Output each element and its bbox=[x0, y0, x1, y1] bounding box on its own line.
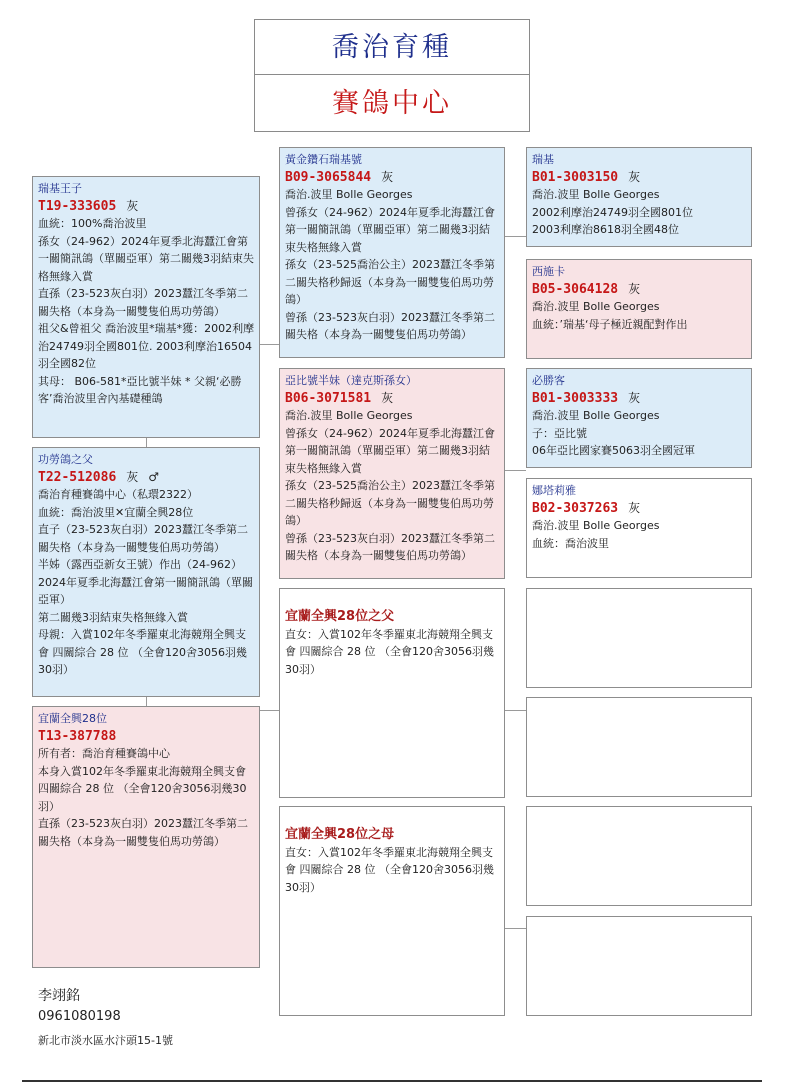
sdd-title: 娜塔莉雅 bbox=[532, 484, 576, 497]
sss-line: 2002利摩治24749羽全國801位 bbox=[532, 205, 693, 219]
dam-title: 功勞鴿之父 bbox=[38, 453, 93, 466]
sire-dam-line: 喬治.波里 Bolle Georges bbox=[285, 409, 413, 422]
sss-line: 2003利摩治8618羽全國48位 bbox=[532, 223, 679, 236]
sdd-card bbox=[526, 478, 752, 578]
male-sex-icon: ♂ bbox=[148, 469, 160, 484]
bird-title: 宜蘭全興28位 bbox=[38, 712, 107, 725]
dam-ring: T22-512086 bbox=[38, 469, 117, 485]
dam-card bbox=[32, 447, 260, 697]
sire-line: 血統：100%喬治波里 bbox=[38, 217, 147, 230]
sire-line: 直孫（23-523灰白羽）2023蠶江冬季第二關失格（本身為一關雙隻伯馬功勞鴿） bbox=[38, 287, 248, 318]
sds-line: 子：亞比號 bbox=[532, 426, 587, 440]
dam-line: 半姊（露西亞新女王號）作出（24-962）2024年夏季北海蠶江會第一關簡訊鴿（單關亞軍） bbox=[38, 558, 253, 606]
sss-ring: B01-3003150 bbox=[532, 169, 619, 185]
ssd-ring: B05-3064128 bbox=[532, 281, 619, 297]
sire-dam-color: 灰 bbox=[381, 390, 394, 405]
sds-color: 灰 bbox=[628, 390, 641, 405]
sire-sire-ring: B09-3065844 bbox=[285, 169, 372, 185]
sss-card bbox=[526, 147, 752, 247]
sire-color: 灰 bbox=[126, 198, 139, 213]
ssd-line: 血統：’瑞基‘母子極近親配對作出 bbox=[532, 317, 688, 331]
sire-line: 孫女（24-962）2024年夏季北海蠶江會第一關簡訊鴿（單關亞軍）第二關幾3羽結束失格無緣入賞 bbox=[38, 234, 254, 283]
dam-line: 第二關幾3羽結束失格無緣入賞 bbox=[38, 610, 188, 624]
bird-line: 所有者：喬治育種賽鴿中心 bbox=[38, 747, 170, 760]
sire-dam-title: 亞比號半妹（達克斯孫女） bbox=[285, 374, 417, 387]
sss-line: 喬治.波里 Bolle Georges bbox=[532, 188, 660, 201]
connector bbox=[260, 344, 280, 345]
sire-line: 祖父&曾祖父 喬治波里*瑞基*獲：2002利摩治24749羽全國801位. 2003利摩治16504羽全國82位 bbox=[38, 322, 255, 370]
dam-sire-line: 直女：入賞102年冬季羅東北海競翔全興支會 四關綜合 28 位 （全會120舍3056羽幾30羽） bbox=[285, 627, 494, 676]
dam-sire-card bbox=[279, 588, 505, 798]
sire-dam-ring: B06-3071581 bbox=[285, 390, 372, 406]
sdd-line: 血統：喬治波里 bbox=[532, 536, 609, 550]
sire-ring: T19-333605 bbox=[38, 198, 117, 214]
connector bbox=[505, 710, 526, 711]
owner-phone: 0961080198 bbox=[38, 1009, 121, 1024]
divider bbox=[22, 1080, 762, 1082]
sire-dam-line: 孫女（23-525喬治公主）2023蠶江冬季第二關失格秒歸返（本身為一關雙隻伯馬功勞鴿） bbox=[285, 479, 495, 527]
sire-sire-title: 黃金鑽石瑞基號 bbox=[285, 153, 362, 166]
connector bbox=[505, 928, 526, 929]
brand-title: 喬治育種 bbox=[254, 19, 530, 75]
sds-card bbox=[526, 368, 752, 468]
dam-line: 直子（23-523灰白羽）2023蠶江冬季第二關失格（本身為一關雙隻伯馬功勞鴿） bbox=[38, 523, 248, 554]
sire-sire-line: 喬治.波里 Bolle Georges bbox=[285, 188, 413, 201]
sire-title: 瑞基王子 bbox=[38, 182, 82, 195]
dam-dam-title: 宜蘭全興28位之母 bbox=[285, 827, 395, 842]
sire-sire-card bbox=[279, 147, 505, 358]
dam-dam-card bbox=[279, 806, 505, 1016]
ssd-title: 西施卡 bbox=[532, 265, 565, 278]
sds-line: 喬治.波里 Bolle Georges bbox=[532, 409, 660, 422]
owner-address: 新北市淡水區水汴頭15-1號 bbox=[38, 1034, 173, 1047]
ssd-color: 灰 bbox=[628, 281, 641, 296]
sdd-line: 喬治.波里 Bolle Georges bbox=[532, 519, 660, 532]
dam-line: 母親：入賞102年冬季羅東北海競翔全興支會 四關綜合 28 位 （全會120舍3056羽幾30羽） bbox=[38, 628, 247, 676]
sire-dam-card bbox=[279, 368, 505, 579]
sds-title: 必勝客 bbox=[532, 374, 565, 387]
bird-card bbox=[32, 706, 260, 968]
connector bbox=[146, 438, 147, 447]
dam-color: 灰 bbox=[126, 469, 139, 484]
sds-line: 06年亞比國家賽5063羽全國冠軍 bbox=[532, 444, 695, 457]
sire-dam-line: 曾孫女（24-962）2024年夏季北海蠶江會第一關簡訊鴿（單關亞軍）第二關幾3羽結束失格無緣入賞 bbox=[285, 426, 495, 475]
connector bbox=[146, 697, 147, 706]
sss-title: 瑞基 bbox=[532, 153, 554, 166]
connector bbox=[505, 470, 526, 471]
empty-pedigree-box bbox=[526, 916, 752, 1016]
sdd-color: 灰 bbox=[628, 500, 641, 515]
center-title: 賽鴿中心 bbox=[254, 74, 530, 132]
connector bbox=[505, 236, 526, 237]
dam-sire-title: 宜蘭全興28位之父 bbox=[285, 609, 395, 624]
ssd-card bbox=[526, 259, 752, 359]
bird-ring: T13-387788 bbox=[38, 728, 117, 744]
dam-dam-line: 直女：入賞102年冬季羅東北海競翔全興支會 四關綜合 28 位 （全會120舍3056羽幾30羽） bbox=[285, 845, 494, 894]
connector bbox=[260, 710, 280, 711]
sds-ring: B01-3003333 bbox=[532, 390, 619, 406]
owner-name: 李翊銘 bbox=[38, 988, 80, 1004]
dam-line: 血統：喬治波里✕宜蘭全興28位 bbox=[38, 505, 194, 519]
bird-line: 直孫（23-523灰白羽）2023蠶江冬季第二關失格（本身為一關雙隻伯馬功勞鴿） bbox=[38, 817, 248, 848]
sire-sire-line: 曾孫女（24-962）2024年夏季北海蠶江會第一關簡訊鴿（單關亞軍）第二關幾3羽結束失格無緣入賞 bbox=[285, 205, 495, 254]
sire-dam-line: 曾孫（23-523灰白羽）2023蠶江冬季第二關失格（本身為一關雙隻伯馬功勞鴿） bbox=[285, 531, 495, 562]
sss-color: 灰 bbox=[628, 169, 641, 184]
empty-pedigree-box bbox=[526, 697, 752, 797]
sdd-ring: B02-3037263 bbox=[532, 500, 619, 516]
sire-sire-color: 灰 bbox=[381, 169, 394, 184]
dam-line: 喬治育種賽鴿中心（私環2322） bbox=[38, 488, 198, 501]
bird-line: 本身入賞102年冬季羅東北海競翔全興支會 四關綜合 28 位 （全會120舍3056羽幾30羽） bbox=[38, 764, 247, 813]
empty-pedigree-box bbox=[526, 588, 752, 688]
sire-sire-line: 曾孫（23-523灰白羽）2023蠶江冬季第二關失格（本身為一關雙隻伯馬功勞鴿） bbox=[285, 310, 495, 341]
sire-sire-line: 孫女（23-525喬治公主）2023蠶江冬季第二關失格秒歸返（本身為一關雙隻伯馬功勞鴿） bbox=[285, 258, 495, 306]
ssd-line: 喬治.波里 Bolle Georges bbox=[532, 300, 660, 313]
sire-card bbox=[32, 176, 260, 438]
empty-pedigree-box bbox=[526, 806, 752, 906]
sire-line: 其母： B06-581*亞比號半妹 * 父親‘必勝客’喬治波里舍內基礎種鴿 bbox=[38, 374, 242, 405]
